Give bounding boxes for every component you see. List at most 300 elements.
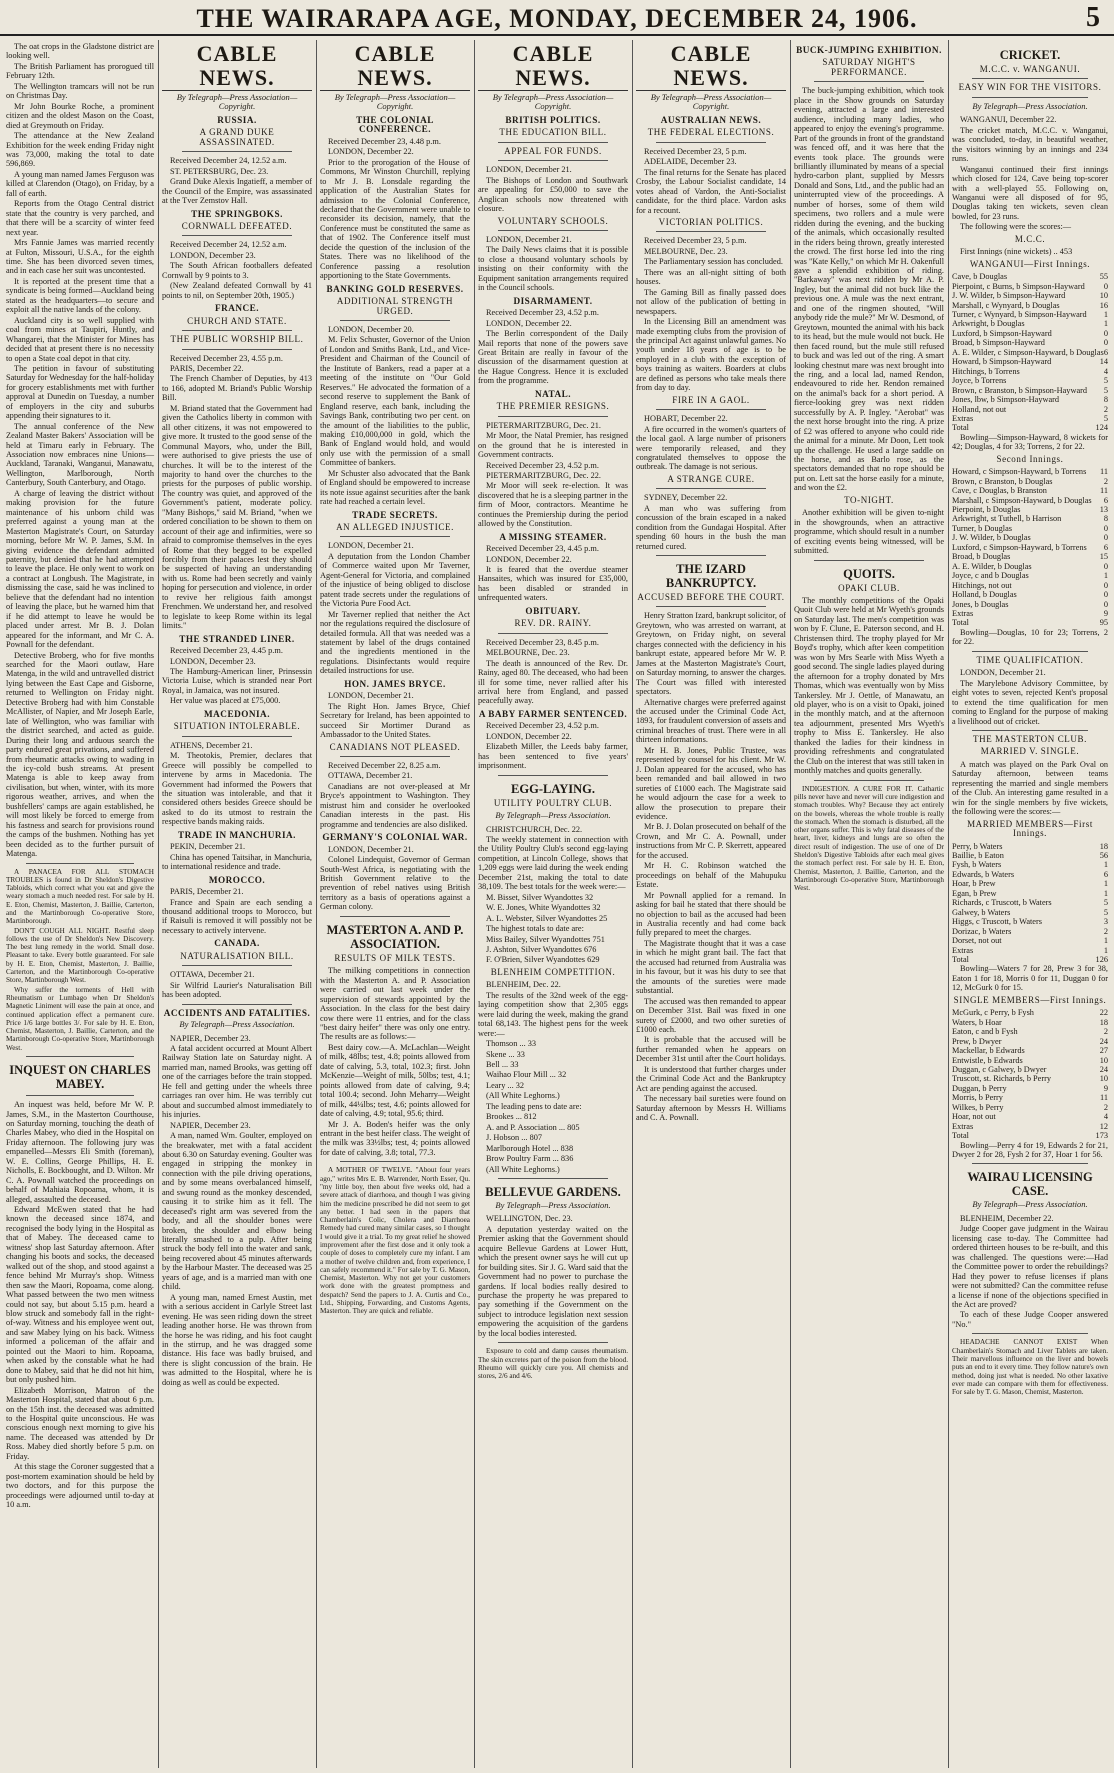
section-divider [656, 606, 766, 607]
section-heading: AUSTRALIAN NEWS. [660, 114, 762, 125]
score-row [952, 609, 1108, 618]
article-paragraph: ATHENS, December 21. [170, 740, 253, 750]
buck-jumping-heading: BUCK-JUMPING EXHIBITION. [796, 45, 942, 55]
score-row [952, 618, 1108, 627]
inquest-heading: INQUEST ON CHARLES MABEY. [9, 1063, 151, 1092]
runs: 1 [1103, 860, 1108, 870]
izard-paragraph: Mr H. C. Robinson watched the proceedings on behalf of the Mahupuku Estate. [636, 861, 786, 890]
article-paragraph: LONDON, December 21. [486, 234, 572, 244]
article-paragraph: M. Briand stated that the Government had given the Catholics liberty in common with all other citizens, it was not empowered to give more. It trusted to the good sense of the Communal Mayors, who, under the Bill, were authorised to give priests the use of churches. It will be to the interest of the majority to hand over the churches to the priests for the purposes of public worship. The country was quiet, and approved of the Government's patient, moderate policy. "Many Bishops," said M. Briand, "when we ordered conciliation to be shown to them on account of their age and infirmities, were so afraid to compromise themselves in the eyes of Rome that they begged to be expelled forcibly from their palaces lest they should be suspected of having an understanding with us. Rome had been secretly and vainly hoping for persecution and violence, in order to revive her religious faith amongst Frenchmen. We understand her, and resolved to legislate to keep Rome within its legal limits." [162, 403, 312, 631]
article-paragraph: France and Spain are each sending a thousand additional troops to Morocco, but if Raisuli is removed it will possibly not be necessary to actively intervene. [162, 897, 312, 935]
runs: 4 [1103, 1112, 1108, 1122]
izard-heading: THE IZARD BANKRUPTCY. [665, 562, 757, 591]
score-row [952, 376, 1108, 385]
izard-paragraph: Mr H. B. Jones, Public Trustee, was represented by counsel for his client. Mr W. J. Dolan appeared for the accused, who has been remanded and bail allowed in two sureties of £1000 each. The Magistrate said he would adjourn the case for a week to allow the prosecution to prepare their evidence. [636, 745, 786, 821]
milk-test-paragraph: Mr J. A. Boden's heifer was the only entrant in the best heifer class. The weight of the milk was 33½lbs; test, 4; points allowed for date of calving, 3.8; total, 77.3. [320, 1119, 470, 1157]
section-divider [182, 235, 292, 236]
runs: 18 [1099, 841, 1108, 851]
izard-subheading: ACCUSED BEFORE THE COURT. [637, 592, 785, 603]
article-paragraph: Received December 22, 8.25 a.m. [328, 761, 441, 770]
article-paragraph: LONDON, December 21. [328, 691, 414, 701]
article-paragraph: The Gaming Bill as finally passed does not allow of the publication of betting in newspapers. [636, 287, 786, 316]
news-paragraph: A young man named James Ferguson was killed at Clarendon (Otago), on Friday, by a fall of earth. [6, 169, 154, 198]
score-row [952, 851, 1108, 860]
batsman: Arkwright, st Tuthell, b Harrison [952, 514, 1062, 524]
column-5 [636, 42, 786, 1764]
section-subheading: CHURCH AND STATE. [187, 315, 287, 326]
score-row [952, 533, 1108, 542]
izard-paragraph: Mr B. J. Dolan prosecuted on behalf of the Crown, and Mr C. A. Pownall, under instructions from Mr C. P. Skerrett, appeared for the accused. [636, 822, 786, 860]
article-paragraph: Mr Taverner replied that neither the Act nor the regulations required the disclosure of detailed formula. All that was needed was a statement by label of the drugs contained and the ingredients mentioned in the regulations. Disinfectants would require detailed instructions for use. [320, 609, 470, 676]
score-row [952, 860, 1108, 869]
section-divider [498, 230, 608, 231]
column-7 [952, 42, 1108, 1764]
news-paragraph: The Wellington tramcars will not be run on Christmas Day. [6, 81, 154, 101]
score-row [952, 1018, 1108, 1027]
batsman: Prew, b Dwyer [952, 1036, 1002, 1046]
article-paragraph: Received December 23, 4.45 p.m. [170, 646, 283, 656]
article-paragraph: LONDON, December 23. [170, 250, 256, 260]
batsman: Broad, b Simpson-Hayward [952, 338, 1045, 348]
article-paragraph: Received December 23, 8.45 p.m. [486, 637, 599, 647]
score-row [952, 927, 1108, 936]
izard-paragraph: The Magistrate thought that it was a case in which he might grant bail. The fact that the accused had returned from Australia was in his favour, but it was his duty to see that the amounts of the sureties were made substantial. [636, 938, 786, 996]
section-heading: MACEDONIA. [204, 708, 270, 719]
izard-paragraph: The accused was then remanded to appear on December 31st. Bail was fixed in one surety of £2000, and two other sureties of £1000 each. [636, 996, 786, 1034]
runs: 5 [1103, 413, 1108, 423]
bowling-figures: Bowling—Simpson-Hayward, 8 wickets for 42; Douglas, 4 for 33; Torrens, 2 for 22. [952, 432, 1108, 452]
advertisement: A MOTHER OF TWELVE. "About four years ago," writes Mrs E. B. Warrender, North Esser, Qu. "my little boy, then about five weeks old, had a severe attack of diarrhoea, and though I was giving him the medicine prescribed he did not seem to get any better. I had seen in the papers that Chamberlain's Colic, Cholera and Diarrhoea Remedy had cured many similar cases, so I thought I would give it a trial. To my great relief he showed improvement after the first dose and it only took a couple of doses to completely cure my infant. I am a mother of twelve children and, from experience, I can safely recommend it." For sale by T. G. Mason, Chemist, Masterton. Why not get your customers work done with the greatest promptness and despatch? Send the papers to J. A. Curtis and Co., Ltd., Shipping, Forwarding, and Customs Agents, Masterton. They are quick and reliable. [320, 1166, 470, 1316]
score-row [952, 496, 1108, 505]
score-row [952, 414, 1108, 423]
article-paragraph: MELBOURNE, Dec. 23. [486, 648, 570, 658]
innings-total: First Innings (nine wickets) .. 453 [960, 247, 1073, 257]
runs: 11 [1100, 1093, 1108, 1103]
izard-paragraph: The necessary bail sureties were found on Saturday afternoon by Messrs H. Williams and C. A. Pownall. [636, 1094, 786, 1123]
article-paragraph: The Right Hon. James Bryce, Chief Secretary for Ireland, has been appointed to succeed Sir Mortimer Durand as Ambassador to the United States. [320, 701, 470, 740]
section-divider [340, 1161, 450, 1162]
score-row [952, 552, 1108, 561]
article-paragraph: PEKIN, December 21. [170, 842, 246, 852]
batsman: Waters, b Hoar [952, 1017, 1002, 1027]
runs: 4 [1103, 366, 1108, 376]
score-row [952, 423, 1108, 432]
news-paragraph: The petition in favour of substituting Saturday for Wednesday for the half-holiday for grocery establishments met with further approval at Dunedin on Tuesday, a number of employers in the city and suburbs appending their signatures to it. [6, 363, 154, 421]
batsman: Hoar, not out [952, 1112, 996, 1122]
section-divider [656, 231, 766, 232]
score-row [952, 600, 1108, 609]
blenheim-paragraph: (All White Leghorns.) [486, 1164, 560, 1174]
section-heading: FRANCE. [214, 303, 260, 314]
runs: 3 [1103, 917, 1108, 927]
score-row [952, 395, 1108, 404]
byline: By Telegraph—Press Association. [972, 1199, 1088, 1210]
article-paragraph: (New Zealand defeated Cornwall by 41 points to nil, on September 20th, 1905.) [162, 281, 312, 300]
advertisement: Exposure to cold and damp causes rheumatism. The skin excretes part of the poison from the blood. Rheumo will quickly cure you. All chemists and stores, 2/6 and 4/6. [478, 1347, 628, 1381]
article-paragraph: Received December 23, 4.52 p.m. [486, 721, 599, 731]
runs: 8 [1103, 514, 1108, 524]
article-paragraph: China has opened Taitsihar, in Manchuria, to international residence and trade. [162, 852, 312, 872]
inquest-paragraph: An inquest was held, before Mr W. P. James, S.M., in the Masterton Courthouse, on Saturday morning, touching the death of Charles Mabey, who died in the Hospital on Friday afternoon. The following jury was empanelled—Messrs Eli Smith (foreman), W. E. Collins, George Phillips, H. E. Nicholls, E. Bockbought, and D. Wilton. Mr C. A. Pownall watched the proceedings on behalf of Mahiaia Ropoama, whom, it is alleged, assaulted the deceased. [6, 1100, 154, 1204]
runs: 18 [1099, 1017, 1108, 1027]
licensing-paragraph: Judge Cooper gave judgment in the Wairau licensing case to-day. The Committee had ordered thirteen houses to be re-built, and this was challenged. The questions were:—Had the Committee power to order the rebuildings? Had they power to refuse licenses if plans were not submitted? Can the committee refuse a license if none of the objections specified in the Act are proved? [952, 1224, 1108, 1310]
section-divider [26, 1095, 134, 1096]
score-row [952, 505, 1108, 514]
score-row [952, 1027, 1108, 1036]
runs: 12 [1099, 1121, 1108, 1131]
score-row [952, 1131, 1108, 1140]
score-row [952, 898, 1108, 907]
blenheim-paragraph: Bell ... 33 [486, 1059, 519, 1069]
cable-news-banner: CABLE NEWS. [320, 42, 470, 91]
runs: 2 [1103, 1027, 1108, 1037]
score-row [952, 946, 1108, 955]
runs: 0 [1103, 590, 1108, 600]
batsman: Perry, b Waters [952, 841, 1003, 851]
buck-jumping-subheading: SATURDAY NIGHT'S PERFORMANCE. [822, 57, 916, 77]
section-subheading: THE EDUCATION BILL. [499, 127, 607, 138]
news-paragraph: The annual conference of the New Zealand Master Bakers' Association will be held at Timaru early in February. The Association now embraces nine Unions—Auckland, Taranaki, Wanganui, Manawatu, Wellington, Marlborough, North Canterbury, South Canterbury, and Otago. [6, 421, 154, 488]
bowling-figures: Bowling—Waters 7 for 28, Prew 3 for 38, Eaton 1 for 18, Morris 0 for 11, Duggan 0 for 12, McGurk 0 for 15. [952, 964, 1108, 993]
time-qualification-paragraph: The Marylebone Advisory Committee, by eight votes to seven, rejected Kent's proposal to extend the time qualification for men coming to England for the purpose of making a livelihood out of cricket. [952, 678, 1108, 726]
section-divider [814, 780, 924, 781]
blenheim-paragraph: Marlborough Hotel ... 838 [486, 1143, 574, 1153]
section-heading: GERMANY'S COLONIAL WAR. [322, 832, 468, 843]
article-paragraph: PIETERMARITZBURG, Dec. 22. [486, 470, 601, 480]
column-1 [6, 42, 154, 1764]
batsman: Hitchings, b Torrens [952, 366, 1020, 376]
article-paragraph: OTTAWA, December 21. [170, 970, 255, 980]
runs: 2 [1103, 1102, 1108, 1112]
article-paragraph: Colonel Lindequist, Governor of German South-West Africa, is negotiating with the British Government relative to the prevention of rebel natives using British territory as a basis of operations against a German colony. [320, 855, 470, 912]
article-paragraph: A man who was suffering from concussion of the brain escaped in a naked condition from the Gundagai Hospital. After spending 60 hours in the bush the man returned cured. [636, 503, 786, 551]
runs: 5 [1103, 376, 1108, 386]
runs: 10 [1099, 291, 1108, 301]
article-paragraph: The final returns for the Senate has placed Crosby, the Labour Socialist candidate, 14 votes ahead of Vardon, the Anti-Socialist candidate, for the third place. Vardon asks for a recount. [636, 167, 786, 215]
team-heading: M.C.C. [1014, 233, 1046, 244]
blenheim-paragraph: Brookes ... 812 [486, 1112, 537, 1122]
section-subheading: THE FEDERAL ELECTIONS. [647, 127, 775, 138]
score-row [952, 590, 1108, 599]
section-divider [182, 1004, 292, 1005]
byline: By Telegraph—Press Association—Copyright. [334, 92, 456, 112]
cricket-paragraph: Wanganui continued their first innings which closed for 124, Cave being top-scorer with a well-played 55. Following on, Wanganui were all disposed of for 95, Douglas taking ten wickets, seven clean bowled, for 23 runs. [952, 164, 1108, 221]
byline: By Telegraph—Press Association. [495, 810, 611, 821]
section-heading: TRADE IN MANCHURIA. [178, 829, 296, 840]
quoits-subheading: OPAKI CLUB. [838, 582, 900, 593]
article-paragraph: Received December 24, 12.52 a.m. [170, 240, 287, 250]
batsman: J. W. Wilder, b Simpson-Hayward [952, 291, 1066, 301]
runs: 0 [1103, 533, 1108, 543]
buck-jumping-paragraph: The buck-jumping exhibition, which took place in the Show grounds on Saturday evening, attracted a large and interested audience, including many ladies, who appeared to enjoy the evening's programme. Part of the grounds in front of the grandstand was fenced off, and it was here that the events took place. The grounds were brilliantly illuminated by means of a special hydro-carbon plant, supplied by Messrs Donald and Sons, Ltd., and the public had an uninterrupted view of the proceedings. A number of horses, some of them wild specimens, two rollers and a mule were ridden during the evening, and the bucking of the animals, which occasionally resulted in the riders being thrown, greatly interested the crowd. The first horse led into the ring was "Kate Kelly," on which Mr H. Oakenfull gave a splendid exhibition of riding. "Barkaway" was next ridden by Mr A. P. Ingley, but the animal did not buck like the previous one. A mule was the next entrant, and one of the ringmen shouted, "Will anybody ride the mule?" Mr W. Desmond, of Greytown, mounted the animal with his back to its head, but the mule would not buck. He then faced round, but the mule still refused to buck and was led out of the ring. A smart looking chestnut mare was next brought into the ring, and a local lad, named Rendon, endeavoured to ride her. Rendon remained on the animal's back for a short period. A fierce-looking grey was next ridden successfully by A. P. Ingley. "Aerobat" was the next horse brought into the ring. A prize of £2 was offered to anyone who could ride the animal for a minute. Mr Doon, Lett took up the challenge. He used a large saddle on the horse, and as Barlo rose, as the spectators demanded that no rope should be put on. Lett sat the horse easily for a minute, and won the £2. [794, 86, 944, 493]
section-subheading: THE PREMIER RESIGNS. [496, 401, 610, 412]
runs: 11 [1100, 486, 1108, 496]
cable-news-banner: CABLE NEWS. [162, 42, 312, 91]
blenheim-paragraph: The leading pens to date are: [486, 1101, 582, 1111]
time-qualification-paragraph: LONDON, December 21. [960, 668, 1046, 678]
article-paragraph: SYDNEY, December 22. [644, 493, 728, 503]
tonight-subheading: TO-NIGHT. [844, 494, 894, 505]
section-subheading: APPEAL FOR FUNDS. [504, 145, 602, 156]
batsman: Richards, c Truscott, b Waters [952, 898, 1052, 908]
batsman: Pierpoint, c Burns, b Simpson-Hayward [952, 281, 1085, 291]
section-divider [656, 488, 766, 489]
article-paragraph: LONDON, December 22. [486, 731, 572, 741]
score-row [952, 1065, 1108, 1074]
licensing-paragraph: BLENHEIM, December 22. [960, 1213, 1054, 1223]
runs: 0 [1103, 599, 1108, 609]
cricket-heading: CRICKET. [999, 48, 1061, 62]
batsman: Broad, b Douglas [952, 552, 1011, 562]
inquest-paragraph: Elizabeth Morrison, Matron of the Masterton Hospital, stated that about 6 p.m. on the 15th inst. the deceased was admitted to the Hospital quite unconscious. He was conscious enough next morning to give his name. The deceased was attended by Dr Ross. Mabey died shortly before 5 p.m. on Friday. [6, 1385, 154, 1461]
izard-paragraph: Alternative charges were preferred against the accused under the Criminal Code Act, 1893, for fraudulent conversion of assets and criminal breaches of trust. There were in all thirteen informations. [636, 697, 786, 745]
runs: 0 [1103, 580, 1108, 590]
article-paragraph: Received December 24, 12.52 a.m. [170, 156, 287, 166]
column-rule [474, 40, 475, 1768]
runs: 10 [1099, 1055, 1108, 1065]
section-divider [498, 142, 608, 143]
runs: 24 [1099, 1036, 1108, 1046]
news-paragraph: Mr John Bourke Roche, a prominent citizen and the oldest Mason on the Coast, died at Greymouth on Friday. [6, 101, 154, 130]
article-paragraph: Received December 23, 4.55 p.m. [170, 353, 283, 363]
article-paragraph: Mr Schuster also advocated that the Bank of England should be empowered to increase its note issue against securities after the bank rate had reached a certain level. [320, 468, 470, 507]
blenheim-paragraph: Thomson ... 33 [486, 1039, 537, 1049]
score-row [952, 936, 1108, 945]
article-paragraph: Prior to the prorogation of the House of Commons, Mr Winston Churchill, replying to Mr J. B. Lonsdale regarding the application of the Australian States for admission to the Colonial Conference, declared that the Government were unable to reconsider its decision, namely, that the Conference must be constituted the same as that of 1902. The Conference itself must decide the question of the inclusion of the States. There was no likelihood of the Conference passing a resolution apportioning to the State Governments. [320, 157, 470, 281]
bowling-figures: Bowling—Perry 4 for 19, Edwards 2 for 21, Dwyer 2 for 28, Fysh 2 for 37, Hoar 1 for 56. [952, 1140, 1108, 1160]
egg-laying-paragraph: F. O'Brien, Silver Wyandottes 629 [486, 955, 600, 965]
batsman: Galwey, b Waters [952, 907, 1011, 917]
section-subheading: ADDITIONAL STRENGTH URGED. [336, 296, 454, 316]
runs: 2 [1103, 476, 1108, 486]
cricket-result-subheading: EASY WIN FOR THE VISITORS. [958, 82, 1102, 93]
batsman: Jones, b Douglas [952, 599, 1009, 609]
article-paragraph: In the Licensing Bill an amendment was made exempting clubs from the provision of the principal Act against unlawful games. No youth under 18 years of age is to be employed in a club with the exception of boys training as waiters. Boarders at clubs are defined as persons who take meals there from day to day. [636, 317, 786, 393]
accident-paragraph: NAPIER, December 23. [170, 1033, 251, 1043]
section-heading: OBITUARY. [525, 605, 581, 616]
section-divider [182, 330, 292, 331]
section-subheading: AN ALLEGED INJUSTICE. [336, 522, 454, 533]
score-row [952, 467, 1108, 476]
blenheim-paragraph: BLENHEIM, Dec. 22. [486, 980, 561, 990]
score-row [952, 1112, 1108, 1121]
article-paragraph: Received December 23, 4.52 p.m. [486, 308, 599, 318]
score-row [952, 405, 1108, 414]
blenheim-subheading: BLENHEIM COMPETITION. [490, 966, 616, 977]
masterton-ap-heading: MASTERTON A. AND P. ASSOCIATION. [326, 922, 464, 951]
score-row [952, 486, 1108, 495]
section-heading: A BABY FARMER SENTENCED. [478, 708, 628, 719]
batsman: Edwards, b Waters [952, 869, 1015, 879]
batsman: J. W. Wilder, b Douglas [952, 533, 1031, 543]
section-divider [972, 97, 1088, 98]
runs: 1 [1103, 936, 1108, 946]
article-paragraph: The Parliamentary session has concluded. [644, 257, 783, 267]
section-divider [972, 651, 1088, 652]
score-row [952, 272, 1108, 281]
batsman: Total [952, 954, 969, 964]
batsman: Wilkes, b Perry [952, 1102, 1004, 1112]
blenheim-paragraph: A. and P. Association ... 805 [486, 1122, 580, 1132]
article-paragraph: HOBART, December 22. [644, 414, 728, 424]
section-subheading: REV. DR. RAINY. [514, 618, 592, 629]
batsman: Fysh, b Waters [952, 860, 1002, 870]
accident-paragraph: A man, named Wm. Goulter, employed on the breakwater, met with a fatal accident about 6.30 on Saturday evening. Goulter was engaged in stripping the monkey in connection with the pile driving operations, and by some means overbalanced himself, and swung round as the monkey descended, causing it to strike him as it fell. The deceased's right arm was severed from the body, and all the shoulder bones were broken, the shoulder and elbow being literally smashed to a pulp. After being struck the body fell into the water and sank, being recovered about 45 minutes afterwards by the Harbour Master. The deceased was 25 years of age, and is a married man with one child. [162, 1131, 312, 1292]
cricket-subheading: M.C.C. v. WANGANUI. [979, 64, 1081, 74]
score-row [952, 562, 1108, 571]
runs: 10 [1099, 1074, 1108, 1084]
blenheim-paragraph: Brow Poultry Farm ... 836 [486, 1154, 574, 1164]
runs: 5 [1103, 898, 1108, 908]
article-paragraph: It is feared that the overdue steamer Hansaites, which was insured for £35,000, has been disabled or stranded in unfrequented waters. [478, 565, 628, 603]
section-heading: MOROCCO. [208, 874, 266, 885]
score-row [952, 338, 1108, 347]
runs: 6 [1103, 869, 1108, 879]
byline: By Telegraph—Press Association. [495, 1199, 611, 1210]
article-paragraph: LONDON, December 22. [486, 554, 572, 564]
score-row [952, 282, 1108, 291]
article-paragraph: Grand Duke Alexis Ingatieff, a member of the Council of the Empire, was assassinated at the Tver Zemstov Hall. [162, 177, 312, 206]
score-row [952, 1046, 1108, 1055]
batsman: Baillie, b Eaton [952, 850, 1004, 860]
batsman: Luxford, c Simpson-Hayward, b Torrens [952, 542, 1087, 552]
section-heading: THE STRANDED LINER. [179, 633, 295, 644]
batsman: Marshall, c Wynyard, b Douglas [952, 300, 1060, 310]
article-paragraph: ST. PETERSBURG, Dec. 23. [170, 166, 269, 176]
column-6 [794, 42, 944, 1764]
batsman: Entwistle, b Edwards [952, 1055, 1023, 1065]
score-row [952, 879, 1108, 888]
runs: 16 [1099, 300, 1108, 310]
izard-paragraph: Mr Pownall applied for a remand. In asking for bail he stated that there should be no objection to bail as the accused had been in Australia recently and had come back fully prepared to meet the charges. [636, 890, 786, 938]
batsman: Holland, not out [952, 404, 1007, 414]
innings-heading: SINGLE MEMBERS—First Innings. [953, 994, 1107, 1005]
batsman: Total [952, 1131, 969, 1141]
masterton-club-paragraph: A match was played on the Park Oval on Saturday afternoon, between teams representing the married and single members of the Club. An interesting game resulted in a win for the single members by five wickets, the following were the scores:— [952, 759, 1108, 817]
batsman: Joyce, b Torrens [952, 376, 1007, 386]
section-heading: A MISSING STEAMER. [499, 531, 607, 542]
score-row [952, 889, 1108, 898]
masterton-ap-subheading: RESULTS OF MILK TESTS. [334, 952, 456, 963]
score-row [952, 291, 1108, 300]
licensing-paragraph: To each of these Judge Cooper answered "No." [952, 1310, 1108, 1329]
izard-paragraph: It is understood that further charges under the Criminal Code Act and the Bankruptcy Act are pending against the accused. [636, 1064, 786, 1093]
article-paragraph: The Berlin correspondent of the Daily Mail reports that none of the powers save Great Britain are really in favour of the discussion of the disarmament question at the Hague Congress. Hence it is excluded from the programme. [478, 329, 628, 386]
runs: 1 [1103, 309, 1108, 319]
article-paragraph: Received December 23, 5 p.m. [644, 236, 747, 246]
section-divider [972, 1333, 1088, 1334]
runs: 2 [1103, 404, 1108, 414]
section-divider [498, 416, 608, 417]
article-paragraph: The Hamburg-American liner, Prinsessin Victoria Luise, which is stranded near Port Royal, in Jamaica, was not insured. [162, 667, 312, 695]
batsman: Total [952, 423, 969, 433]
article-paragraph: The Bishops of London and Southwark are appealing for £50,000 to save the Anglican schools now threatened with closure. [478, 175, 628, 214]
section-divider [972, 1163, 1088, 1164]
article-paragraph: Canadians are not over-pleased at Mr Bryce's appointment to Washington. They mistrust him and consider he overlooked Canadian interests in the past. His programme and tendencies are also disliked. [320, 781, 470, 829]
score-row [952, 319, 1108, 328]
quoits-heading: QUOITS. [843, 566, 895, 581]
byline: By Telegraph—Press Association—Copyright. [650, 92, 772, 112]
runs: 56 [1099, 850, 1108, 860]
advertisement: HEADACHE CANNOT EXIST When Chamberlain's Stomach and Liver Tablets are taken. Their marvellous influence on the liver and bowels puts an end to it every time. They follow nature's own method, doing just what is needed. No other laxative ever made can compare with them for effectiveness. For sale by T. G. Mason, Chemist, Masterton. [952, 1338, 1108, 1397]
blenheim-paragraph: Waihao Flour Mill ... 32 [486, 1070, 567, 1080]
masthead [0, 0, 1114, 36]
article-paragraph: A fire occurred in the women's quarters of the local gaol. A large number of prisoners were temporarily released, and they congratulated themselves to oppose the outbreak. The damage is not serious. [636, 424, 786, 472]
section-subheading: CORNWALL DEFEATED. [181, 220, 293, 231]
section-heading: NATAL. [534, 388, 572, 399]
section-subheading: FIRE IN A GAOL. [672, 394, 750, 405]
milk-test-paragraph: The milking competitions in connection with the Masterton A. and P. Association were carried out last week under the supervision of stewards appointed by the Association. In the class for the best dairy cow there were 11 entries, and for the class "best dairy heifer" there was only one entry. The results are as follows:— [320, 966, 470, 1042]
column-rule [790, 40, 791, 1768]
bellevue-paragraph: WELLINGTON, Dec. 23. [486, 1214, 573, 1224]
article-paragraph: OTTAWA, December 21. [328, 771, 413, 781]
team-heading: WANGANUI—First Innings. [969, 258, 1091, 269]
batsman: Mackellar, b Edwards [952, 1046, 1025, 1056]
cricket-paragraph: The cricket match, M.C.C. v. Wanganui, was concluded, to-day, in beautiful weather, the visitors winning by an innings and 234 runs. [952, 125, 1108, 164]
article-paragraph: Received December 23, 4.48 p.m. [328, 136, 441, 146]
section-subheading: VICTORIAN POLITICS. [658, 216, 764, 227]
article-paragraph: The South African footballers defeated Cornwall by 9 points to 3. [162, 261, 312, 280]
runs: 1 [1103, 945, 1108, 955]
egg-laying-paragraph: The highest totals to date are: [486, 924, 584, 934]
section-heading: RUSSIA. [217, 114, 257, 125]
masthead-title: THE WAIRARAPA AGE, MONDAY, DECEMBER 24, 1906. [196, 4, 918, 33]
score-row [952, 955, 1108, 964]
cricket-paragraph: The following were the scores:— [960, 222, 1072, 232]
section-divider [340, 916, 450, 917]
runs: 1 [1103, 571, 1108, 581]
runs: 1 [1103, 879, 1108, 889]
batsman: Extras [952, 413, 974, 423]
score-row [952, 1056, 1108, 1065]
egg-laying-paragraph: A. L. Webster, Silver Wyandottes 25 [486, 913, 608, 923]
column-rule [948, 40, 949, 1768]
byline: By Telegraph—Press Association—Copyright. [176, 92, 298, 112]
article-paragraph: There was an all-night sitting of both houses. [636, 267, 786, 287]
accident-paragraph: A young man, named Ernest Austin, met with a serious accident in Carlyle Street last evening. He was seen riding down the street leading another horse. He was thrown from the horse he was riding, and his foot caught in the stirrup, and he was dragged some distance. His face was badly bruised, and there is slight concussion of the brain. He was admitted to the Hospital, where he is doing as well as could be expected. [162, 1292, 312, 1387]
egg-laying-paragraph: J. Ashton, Silver Wyandottes 676 [486, 944, 597, 954]
section-divider [182, 151, 292, 152]
section-heading: THE SPRINGBOKS. [191, 208, 283, 219]
runs: 22 [1099, 1008, 1108, 1018]
runs: 95 [1099, 618, 1108, 628]
runs: 24 [1099, 1064, 1108, 1074]
score-row [952, 908, 1108, 917]
section-divider [340, 536, 450, 537]
article-paragraph: Received December 23, 4.45 p.m. [486, 544, 599, 554]
section-divider [656, 555, 766, 556]
blenheim-paragraph: Leary ... 32 [486, 1080, 525, 1090]
milk-test-paragraph: Best dairy cow.—A. McLachlan—Weight of milk, 48lbs; test, 4.8; points allowed from date of calving, 5.3, total, 102.3; first. John McKenzie—Weight of milk, 50lbs; test, 4.1; points allowed from date of calving, 9.4; total 100.4; second. John Meharry—Weight of milk, 44¼lbs; test, 4.6; points allowed for date of calving, 4.9; total, 95.6; third. [320, 1042, 470, 1119]
batsman: Turner, b Douglas [952, 523, 1012, 533]
score-row [952, 842, 1108, 851]
innings-heading: Second Innings. [996, 453, 1064, 464]
batsman: McGurk, c Perry, b Fysh [952, 1008, 1034, 1018]
article-paragraph: The French Chamber of Deputies, by 413 to 166, adopted M. Briand's Public Worship Bill. [162, 374, 312, 403]
runs: 1 [1103, 319, 1108, 329]
runs: 1 [1103, 888, 1108, 898]
innings-heading: MARRIED MEMBERS—First Innings. [967, 818, 1093, 839]
batsman: Extras [952, 945, 974, 955]
news-paragraph: Mrs Fannie James was married recently at Fulton, Missouri, U.S.A., for the eighth time. She has been divorced seven times, and in each case her suit was uncontested. [6, 238, 154, 276]
licensing-heading: WAIRAU LICENSING CASE. [967, 1170, 1093, 1199]
bellevue-heading: BELLEVUE GARDENS. [485, 1184, 621, 1199]
section-divider [340, 756, 450, 757]
section-divider [340, 320, 450, 321]
section-subheading: SITUATION INTOLERABLE. [173, 721, 301, 732]
section-divider [498, 160, 608, 161]
runs: 14 [1099, 357, 1108, 367]
